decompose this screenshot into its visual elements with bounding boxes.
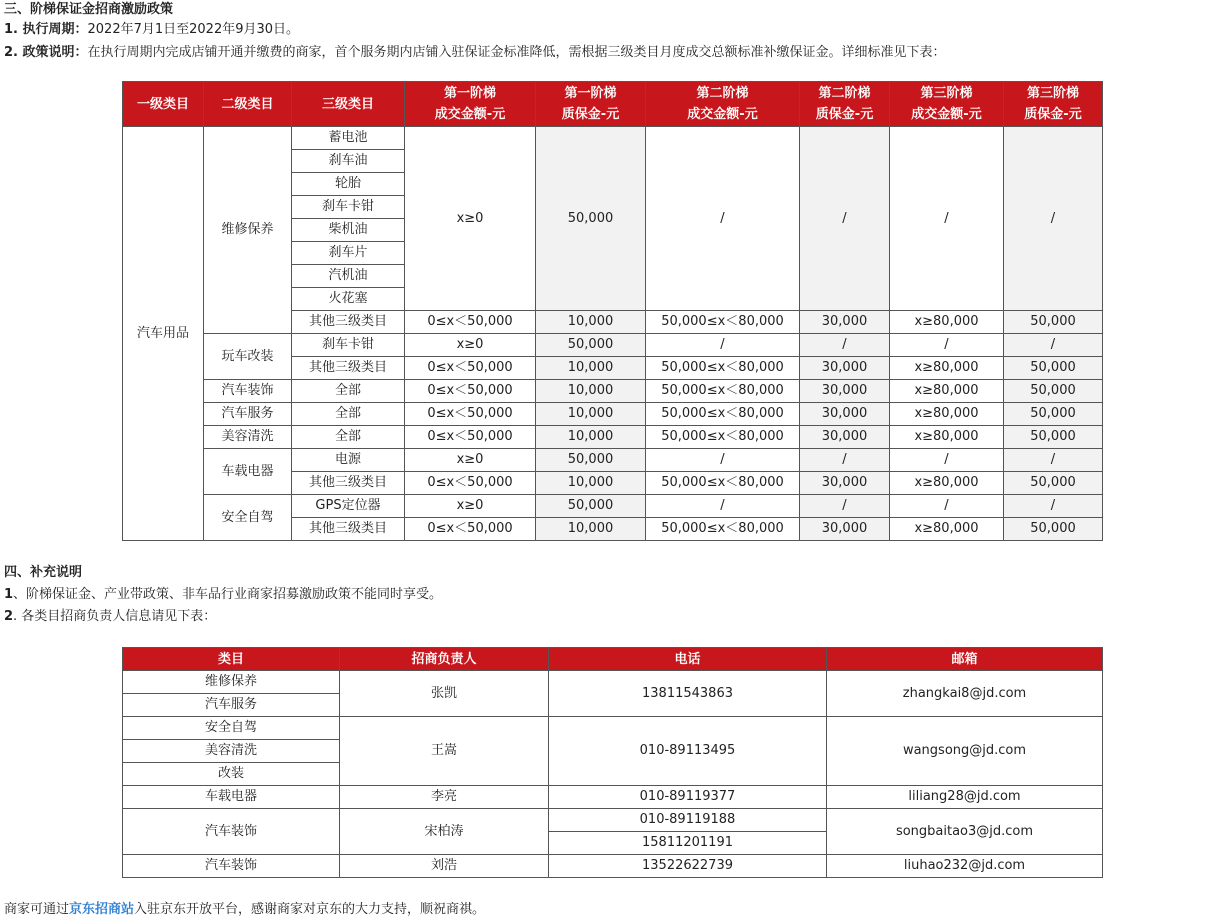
tier3-amount-cell: / xyxy=(890,449,1004,472)
tier2-deposit-cell: / xyxy=(800,334,890,357)
col-header-level1: 一级类目 xyxy=(123,82,204,127)
tier1-deposit-cell: 50,000 xyxy=(536,449,646,472)
level3-cell: GPS定位器 xyxy=(292,495,405,518)
tier2-deposit-cell: 30,000 xyxy=(800,403,890,426)
tier1-amount-cell: x≥0 xyxy=(405,127,536,311)
tier1-amount-cell: 0≤x＜50,000 xyxy=(405,311,536,334)
level3-cell: 电源 xyxy=(292,449,405,472)
manager-cell: 宋柏涛 xyxy=(340,809,549,855)
tier3-deposit-cell: / xyxy=(1004,127,1103,311)
category-cell: 车载电器 xyxy=(123,786,340,809)
table-row xyxy=(123,334,1103,357)
phone-cell: 13522622739 xyxy=(549,855,827,878)
tier3-amount-cell: x≥80,000 xyxy=(890,518,1004,541)
footer-text-before: 商家可通过 xyxy=(4,902,70,917)
col-header-level2: 二级类目 xyxy=(204,82,292,127)
category-cell: 改装 xyxy=(123,763,340,786)
level2-cell: 维修保养 xyxy=(204,127,292,334)
level1-cell: 汽车用品 xyxy=(123,127,204,541)
phone-cell: 010-89113495 xyxy=(549,717,827,786)
tier1-deposit-cell: 50,000 xyxy=(536,334,646,357)
note-2 xyxy=(4,608,216,626)
tier1-deposit-cell: 50,000 xyxy=(536,127,646,311)
note-1-text: 、阶梯保证金、产业带政策、非车品行业商家招募激励政策不能同时享受。 xyxy=(13,587,443,602)
level3-cell: 蓄电池 xyxy=(292,127,405,150)
tier3-amount-cell: x≥80,000 xyxy=(890,426,1004,449)
tier2-deposit-cell: / xyxy=(800,449,890,472)
policy-text: 在执行周期内完成店铺开通并缴费的商家，首个服务期内店铺入驻保证金标准降低，需根据三级类目月度成交总额标准补缴保证金。详细标准见下表： xyxy=(87,45,946,60)
level2-cell: 玩车改装 xyxy=(204,334,292,380)
tier2-deposit-cell: 30,000 xyxy=(800,357,890,380)
note-1-number: 1 xyxy=(4,587,14,602)
col-header-tier3-deposit: 第三阶梯 质保金-元 xyxy=(1004,82,1103,127)
table-row xyxy=(123,855,1103,878)
phone-cell: 010-89119377 xyxy=(549,786,827,809)
col-header-tier3-amount: 第三阶梯 成交金额-元 xyxy=(890,82,1004,127)
tier2-deposit-cell: / xyxy=(800,127,890,311)
level3-cell: 火花塞 xyxy=(292,288,405,311)
tier2-amount-cell: 50,000≤x＜80,000 xyxy=(646,357,800,380)
level3-cell: 其他三级类目 xyxy=(292,518,405,541)
tier2-amount-cell: 50,000≤x＜80,000 xyxy=(646,426,800,449)
table-row xyxy=(123,671,1103,694)
email-cell: songbaitao3@jd.com xyxy=(827,809,1103,855)
level2-cell: 安全自驾 xyxy=(204,495,292,541)
tier3-amount-cell: x≥80,000 xyxy=(890,357,1004,380)
tier3-amount-cell: x≥80,000 xyxy=(890,380,1004,403)
tier2-amount-cell: / xyxy=(646,127,800,311)
level3-cell: 其他三级类目 xyxy=(292,472,405,495)
table-row xyxy=(123,495,1103,518)
period-line xyxy=(4,21,299,39)
phone-cell: 15811201191 xyxy=(549,832,827,855)
tier2-deposit-cell: 30,000 xyxy=(800,380,890,403)
level3-cell: 汽机油 xyxy=(292,265,405,288)
note-1 xyxy=(4,586,442,604)
tier3-amount-cell: x≥80,000 xyxy=(890,472,1004,495)
section3-title: 三、阶梯保证金招商激励政策 xyxy=(4,2,174,17)
level3-cell: 全部 xyxy=(292,380,405,403)
col-header-manager: 招商负责人 xyxy=(340,648,549,671)
tier3-deposit-cell: 50,000 xyxy=(1004,311,1103,334)
tier2-amount-cell: / xyxy=(646,449,800,472)
table-row xyxy=(123,403,1103,426)
table-row xyxy=(123,717,1103,740)
note-2-text: . 各类目招商负责人信息请见下表： xyxy=(13,609,217,624)
level2-cell: 汽车装饰 xyxy=(204,380,292,403)
tier2-amount-cell: / xyxy=(646,495,800,518)
tier-header-row xyxy=(123,82,1103,127)
tier1-deposit-cell: 10,000 xyxy=(536,357,646,380)
tier1-amount-cell: 0≤x＜50,000 xyxy=(405,380,536,403)
policy-label: 2. 政策说明： xyxy=(4,45,88,60)
tier1-amount-cell: x≥0 xyxy=(405,495,536,518)
note-2-number: 2 xyxy=(4,609,14,624)
level2-cell: 美容清洗 xyxy=(204,426,292,449)
tier1-amount-cell: x≥0 xyxy=(405,334,536,357)
tier3-amount-cell: / xyxy=(890,334,1004,357)
level3-cell: 轮胎 xyxy=(292,173,405,196)
tier3-deposit-cell: / xyxy=(1004,449,1103,472)
tier3-deposit-cell: 50,000 xyxy=(1004,426,1103,449)
phone-cell: 010-89119188 xyxy=(549,809,827,832)
tier1-amount-cell: 0≤x＜50,000 xyxy=(405,518,536,541)
table-row xyxy=(123,127,1103,150)
tier1-amount-cell: 0≤x＜50,000 xyxy=(405,472,536,495)
section4-title: 四、补充说明 xyxy=(4,565,83,580)
contact-table xyxy=(122,647,1103,878)
tier2-amount-cell: 50,000≤x＜80,000 xyxy=(646,403,800,426)
tier2-amount-cell: 50,000≤x＜80,000 xyxy=(646,472,800,495)
level3-cell: 全部 xyxy=(292,426,405,449)
tier1-deposit-cell: 10,000 xyxy=(536,472,646,495)
tier1-deposit-cell: 10,000 xyxy=(536,518,646,541)
email-cell: wangsong@jd.com xyxy=(827,717,1103,786)
col-header-tier1-deposit: 第一阶梯 质保金-元 xyxy=(536,82,646,127)
level3-cell: 柴机油 xyxy=(292,219,405,242)
policy-line xyxy=(4,44,946,62)
manager-cell: 张凯 xyxy=(340,671,549,717)
email-cell: zhangkai8@jd.com xyxy=(827,671,1103,717)
col-header-tier1-amount: 第一阶梯 成交金额-元 xyxy=(405,82,536,127)
col-header-phone: 电话 xyxy=(549,648,827,671)
manager-cell: 刘浩 xyxy=(340,855,549,878)
period-label: 1. 执行周期： xyxy=(4,22,88,37)
category-cell: 美容清洗 xyxy=(123,740,340,763)
tier3-deposit-cell: 50,000 xyxy=(1004,403,1103,426)
level2-cell: 汽车服务 xyxy=(204,403,292,426)
category-cell: 安全自驾 xyxy=(123,717,340,740)
tier3-deposit-cell: / xyxy=(1004,495,1103,518)
level2-cell: 车载电器 xyxy=(204,449,292,495)
manager-cell: 李亮 xyxy=(340,786,549,809)
contact-header-row xyxy=(123,648,1103,671)
jd-merchant-station-link[interactable]: 京东招商站 xyxy=(69,902,135,917)
tier1-deposit-cell: 10,000 xyxy=(536,403,646,426)
col-header-category: 类目 xyxy=(123,648,340,671)
tier2-amount-cell: 50,000≤x＜80,000 xyxy=(646,311,800,334)
category-cell: 维修保养 xyxy=(123,671,340,694)
level3-cell: 刹车卡钳 xyxy=(292,334,405,357)
level3-cell: 刹车油 xyxy=(292,150,405,173)
category-cell: 汽车装饰 xyxy=(123,809,340,855)
tier3-amount-cell: / xyxy=(890,127,1004,311)
tier2-deposit-cell: 30,000 xyxy=(800,311,890,334)
tier2-amount-cell: 50,000≤x＜80,000 xyxy=(646,518,800,541)
tier2-deposit-cell: / xyxy=(800,495,890,518)
tier1-amount-cell: 0≤x＜50,000 xyxy=(405,426,536,449)
col-header-level3: 三级类目 xyxy=(292,82,405,127)
table-row xyxy=(123,426,1103,449)
tier1-amount-cell: 0≤x＜50,000 xyxy=(405,357,536,380)
tier-deposit-table xyxy=(122,81,1103,541)
period-text: 2022年7月1日至2022年9月30日。 xyxy=(87,22,300,37)
level3-cell: 其他三级类目 xyxy=(292,311,405,334)
table-row xyxy=(123,449,1103,472)
tier3-deposit-cell: 50,000 xyxy=(1004,518,1103,541)
footer-line xyxy=(4,901,485,919)
tier2-deposit-cell: 30,000 xyxy=(800,426,890,449)
table-row xyxy=(123,786,1103,809)
tier1-deposit-cell: 10,000 xyxy=(536,380,646,403)
category-cell: 汽车服务 xyxy=(123,694,340,717)
tier1-deposit-cell: 10,000 xyxy=(536,311,646,334)
col-header-tier2-amount: 第二阶梯 成交金额-元 xyxy=(646,82,800,127)
level3-cell: 刹车片 xyxy=(292,242,405,265)
tier3-deposit-cell: 50,000 xyxy=(1004,472,1103,495)
footer-text-after: 入驻京东开放平台，感谢商家对京东的大力支持，顺祝商祺。 xyxy=(134,902,486,917)
tier2-amount-cell: / xyxy=(646,334,800,357)
tier2-amount-cell: 50,000≤x＜80,000 xyxy=(646,380,800,403)
tier1-amount-cell: x≥0 xyxy=(405,449,536,472)
category-cell: 汽车装饰 xyxy=(123,855,340,878)
col-header-tier2-deposit: 第二阶梯 质保金-元 xyxy=(800,82,890,127)
level3-cell: 其他三级类目 xyxy=(292,357,405,380)
table-row xyxy=(123,380,1103,403)
level3-cell: 全部 xyxy=(292,403,405,426)
level3-cell: 刹车卡钳 xyxy=(292,196,405,219)
email-cell: liuhao232@jd.com xyxy=(827,855,1103,878)
tier3-amount-cell: / xyxy=(890,495,1004,518)
col-header-email: 邮箱 xyxy=(827,648,1103,671)
tier3-amount-cell: x≥80,000 xyxy=(890,311,1004,334)
tier2-deposit-cell: 30,000 xyxy=(800,518,890,541)
email-cell: liliang28@jd.com xyxy=(827,786,1103,809)
tier3-deposit-cell: / xyxy=(1004,334,1103,357)
phone-cell: 13811543863 xyxy=(549,671,827,717)
tier1-deposit-cell: 10,000 xyxy=(536,426,646,449)
tier2-deposit-cell: 30,000 xyxy=(800,472,890,495)
manager-cell: 王嵩 xyxy=(340,717,549,786)
tier3-deposit-cell: 50,000 xyxy=(1004,380,1103,403)
tier3-deposit-cell: 50,000 xyxy=(1004,357,1103,380)
tier1-deposit-cell: 50,000 xyxy=(536,495,646,518)
tier3-amount-cell: x≥80,000 xyxy=(890,403,1004,426)
table-row xyxy=(123,809,1103,832)
tier1-amount-cell: 0≤x＜50,000 xyxy=(405,403,536,426)
